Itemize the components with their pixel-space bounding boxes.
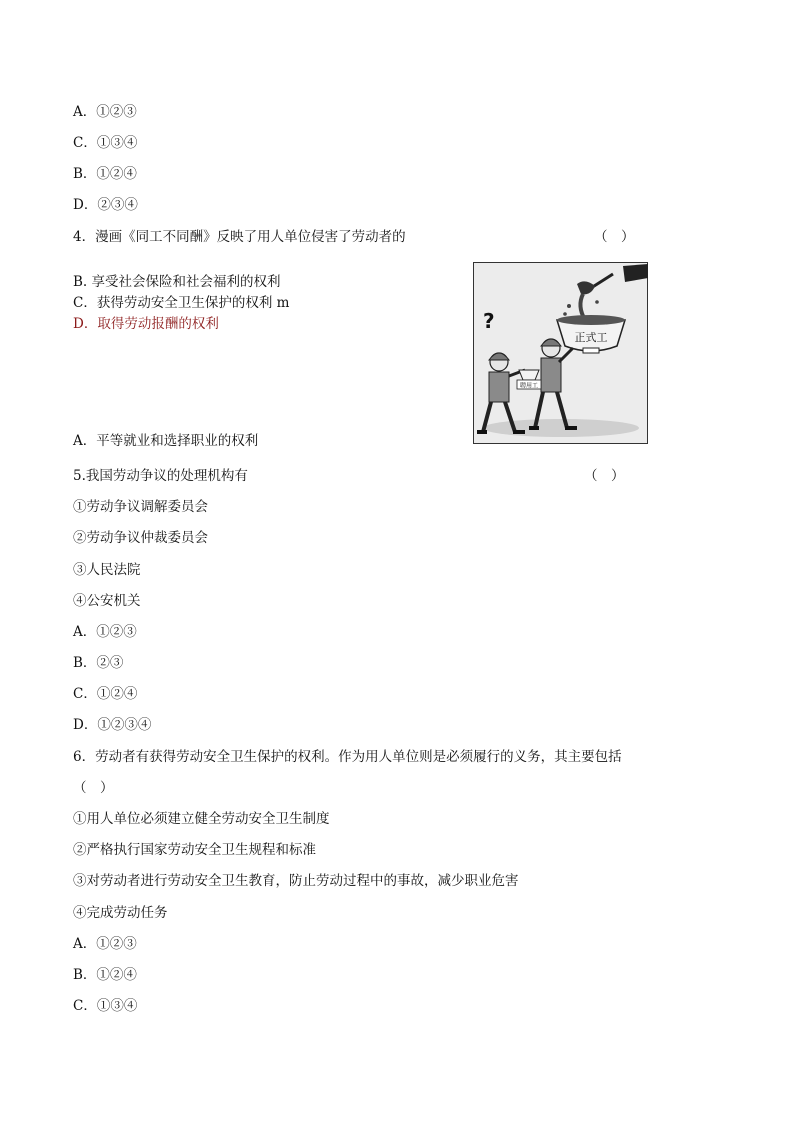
q5-item-3: ③人民法院 — [73, 562, 141, 578]
q3-option-a: A．①②③ — [73, 104, 137, 120]
q6-option-c: C．①③④ — [73, 998, 138, 1014]
q4-option-d: D．取得劳动报酬的权利 — [73, 316, 219, 332]
equal-work-unequal-pay-cartoon — [473, 262, 648, 444]
q6-stem: 6．劳动者有获得劳动安全卫生保护的权利。作为用人单位则是必须履行的义务，其主要包括 — [73, 749, 622, 765]
q4-option-c: C．获得劳动安全卫生保护的权利 m — [73, 295, 290, 311]
q5-option-a: A．①②③ — [73, 624, 137, 640]
q4-option-a: A．平等就业和选择职业的权利 — [73, 433, 259, 449]
q5-option-b: B．②③ — [73, 655, 124, 671]
q4-answer-parenthesis: （ ） — [594, 229, 635, 245]
q4-stem: 4．漫画《同工不同酬》反映了用人单位侵害了劳动者的 — [73, 229, 406, 245]
q3-option-b: B．①②④ — [73, 166, 137, 182]
q3-option-d: D．②③④ — [73, 197, 138, 213]
q6-item-3: ③对劳动者进行劳动安全卫生教育，防止劳动过程中的事故，减少职业危害 — [73, 873, 519, 889]
q5-stem: 5.我国劳动争议的处理机构有 — [73, 468, 248, 484]
q5-option-d: D．①②③④ — [73, 717, 152, 733]
q5-item-2: ②劳动争议仲裁委员会 — [73, 530, 208, 546]
q4-option-b: B. 享受社会保险和社会福利的权利 — [73, 274, 281, 290]
q6-option-b: B．①②④ — [73, 967, 137, 983]
q6-item-2: ②严格执行国家劳动安全卫生规程和标准 — [73, 842, 316, 858]
q6-answer-parenthesis: （ ） — [73, 780, 114, 796]
q6-option-a: A．①②③ — [73, 936, 137, 952]
q5-answer-parenthesis: （ ） — [584, 468, 625, 484]
q5-option-c: C．①②④ — [73, 686, 138, 702]
bowl-label: 正式工 — [574, 331, 608, 344]
q5-item-4: ④公安机关 — [73, 593, 141, 609]
question-mark: ? — [483, 309, 495, 333]
q3-option-c: C．①③④ — [73, 135, 138, 151]
q6-item-4: ④完成劳动任务 — [73, 905, 168, 921]
q6-item-1: ①用人单位必须建立健全劳动安全卫生制度 — [73, 811, 330, 827]
sign-label: 聘用工 — [519, 382, 539, 390]
q5-item-1: ①劳动争议调解委员会 — [73, 499, 208, 515]
